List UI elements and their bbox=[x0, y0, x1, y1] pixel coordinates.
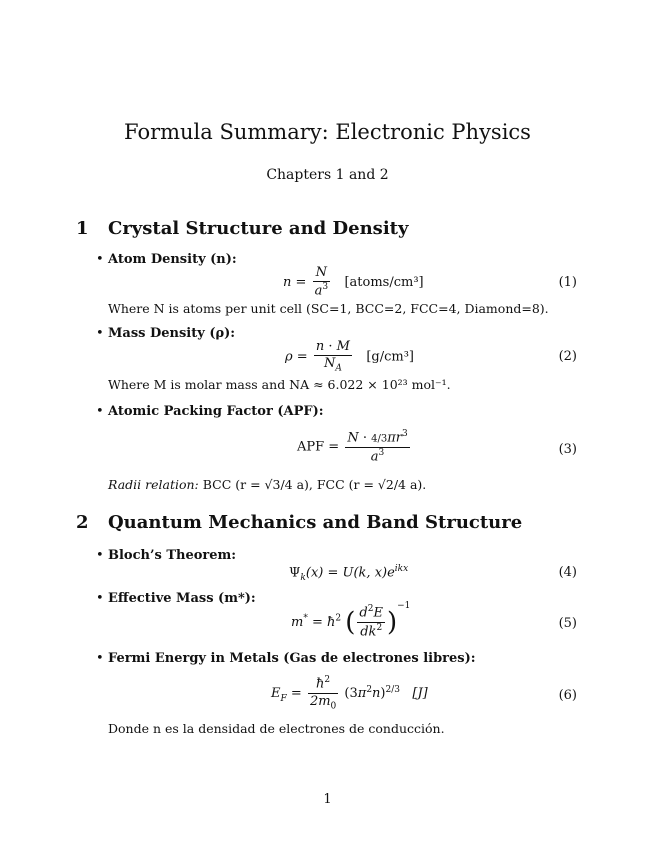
bullet-bloch bbox=[96, 548, 236, 563]
bullet-dot: • bbox=[96, 326, 104, 341]
note-atom-density: Where N is atoms per unit cell (SC=1, BCC=2, FCC=4, Diamond=8). bbox=[108, 301, 549, 316]
equation-fermi-energy: $E_F$ = $\frac{ħ^2}{2m_0}$ $(3\pi^2n)^{2/3}$ [J] bbox=[271, 675, 428, 712]
bullet-dot: • bbox=[96, 591, 104, 606]
equation-unit: [atoms/cm³] bbox=[344, 274, 424, 290]
fraction: $\frac{ħ^2}{2m_0}$ bbox=[309, 675, 337, 712]
bullet-heading: Atomic Packing Factor (APF): bbox=[108, 404, 324, 419]
bullet-dot: • bbox=[96, 548, 104, 563]
document-subtitle: Chapters 1 and 2 bbox=[266, 167, 389, 183]
section-title: Quantum Mechanics and Band Structure bbox=[108, 512, 523, 533]
equation-unit: [g/cm³] bbox=[366, 349, 415, 365]
equation-number: (3) bbox=[558, 442, 577, 457]
note-apf bbox=[108, 477, 426, 492]
bullet-dot: • bbox=[96, 651, 104, 666]
section-number: 2 bbox=[76, 512, 89, 533]
bullet-effective-mass bbox=[96, 591, 256, 606]
document-title: Formula Summary: Electronic Physics bbox=[124, 120, 531, 144]
note-mass-density: Where M is molar mass and NA ≈ 6.022 × 10²³ mol⁻¹. bbox=[108, 377, 451, 392]
bullet-heading: Effective Mass (m*): bbox=[108, 591, 256, 606]
bullet-mass-density bbox=[96, 326, 235, 341]
bullet-heading: Fermi Energy in Metals (Gas de electrones libres): bbox=[108, 651, 476, 666]
bullet-fermi-energy bbox=[96, 651, 476, 666]
bullet-dot: • bbox=[96, 404, 104, 419]
equation-mass-density: ρ = $\frac{n \cdot M}{N_A}$ [g/cm³] bbox=[285, 339, 415, 374]
equation-apf: APF = $\frac{N \cdot 4/3\pi r^3}{a^3}$ bbox=[297, 429, 408, 464]
bullet-heading: Mass Density (ρ): bbox=[108, 326, 236, 341]
equation-bloch: $\Psi_k(x) = U(k$, $x)e^{ikx}$ bbox=[289, 564, 409, 583]
page-number: 1 bbox=[323, 792, 332, 807]
equation-number: (2) bbox=[558, 349, 577, 364]
fraction: $\frac{N \cdot 4/3\pi r^3}{a^3}$ bbox=[347, 429, 408, 464]
section-title: Crystal Structure and Density bbox=[108, 218, 409, 239]
section-1-heading bbox=[0, 218, 655, 244]
equation-unit: [J] bbox=[412, 686, 428, 702]
equation-effective-mass: $m^* = ħ^2$ ( $\frac{d^2E}{dk^2}$ )$^{-1}$ bbox=[291, 601, 411, 640]
equation-number: (4) bbox=[558, 565, 577, 580]
equation-number: (1) bbox=[558, 275, 577, 290]
fraction: $\frac{N}{a^3}$ bbox=[314, 265, 329, 299]
note-label: Radii relation: bbox=[108, 477, 199, 492]
equation-number: (5) bbox=[558, 616, 577, 631]
fraction: $\frac{n \cdot M}{N_A}$ bbox=[315, 339, 350, 374]
note-text: BCC (r = √3/4 a), FCC (r = √2/4 a). bbox=[202, 477, 427, 492]
section-number: 1 bbox=[76, 218, 89, 239]
note-fermi-energy: Donde n es la densidad de electrones de conducción. bbox=[108, 721, 445, 736]
bullet-dot: • bbox=[96, 252, 104, 267]
section-2-heading bbox=[0, 512, 655, 538]
bullet-heading: Bloch’s Theorem: bbox=[108, 548, 237, 563]
fraction: $\frac{d^2E}{dk^2}$ bbox=[359, 604, 383, 640]
bullet-heading: Atom Density (n): bbox=[108, 252, 237, 267]
bullet-apf bbox=[96, 404, 324, 419]
bullet-atom-density bbox=[96, 252, 237, 267]
equation-atom-density: n = $\frac{N}{a^3}$ [atoms/cm³] bbox=[283, 265, 424, 299]
equation-number: (6) bbox=[558, 688, 577, 703]
